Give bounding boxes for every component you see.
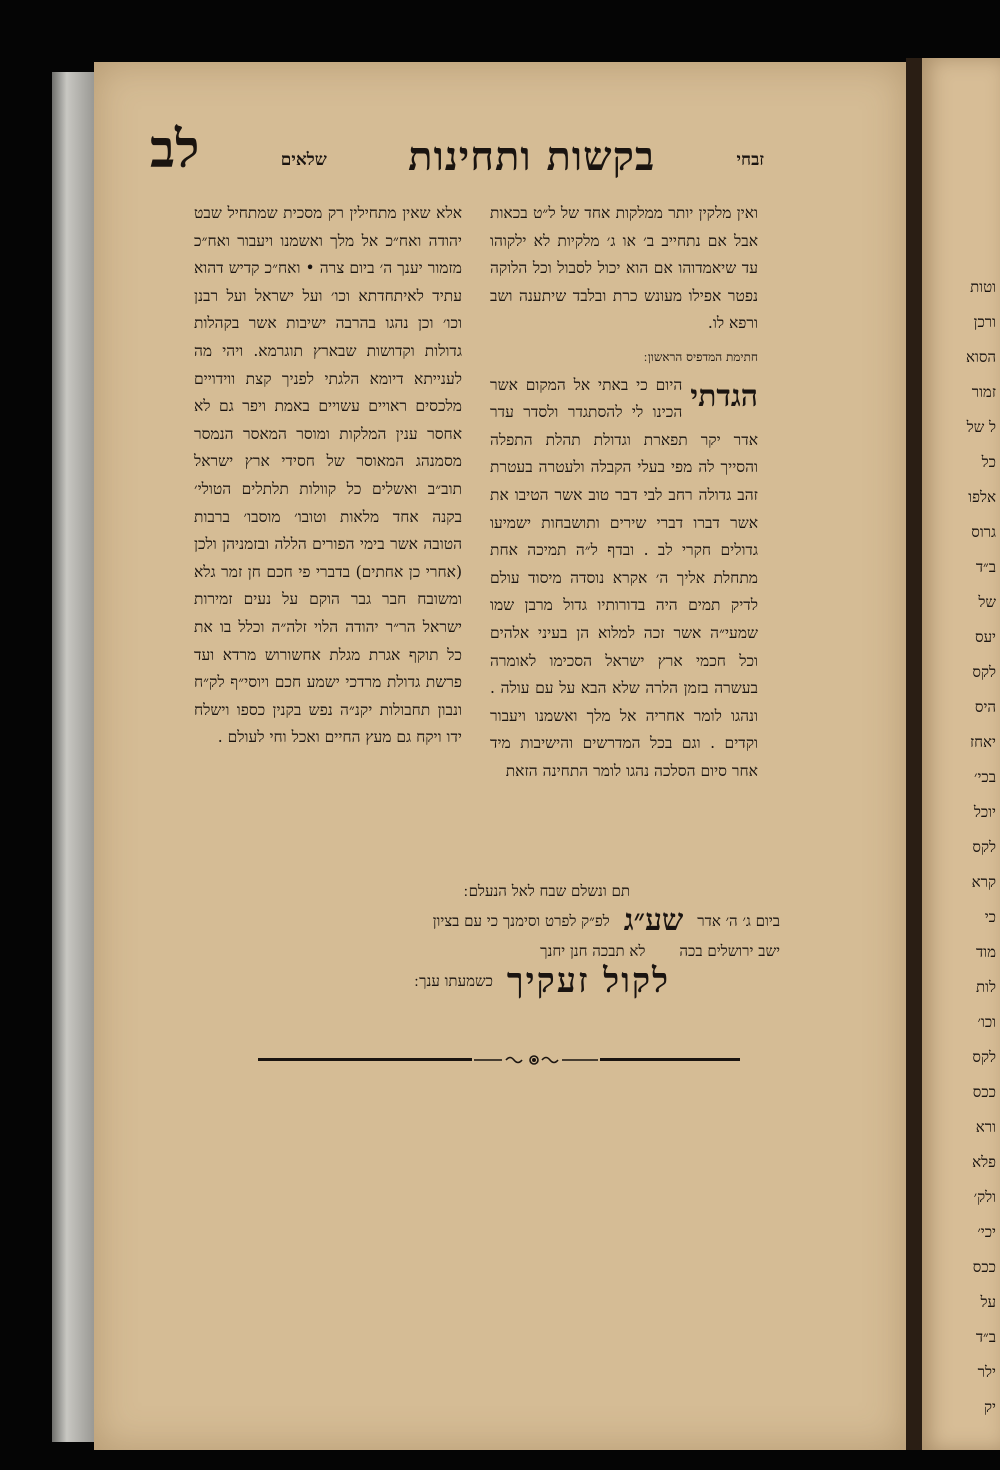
facing-page-line: על bbox=[980, 1293, 996, 1311]
facing-page-line: וכו׳ bbox=[977, 1013, 996, 1031]
colophon-line-1 bbox=[300, 876, 780, 906]
left-paragraph: אלא שאין מתחילין רק מסכית שמתחיל שבט יהודה ואח״כ אל מלך ואשמנו ויעבור ואח״כ מזמור יענך ה׳ ביום צרה • ואח״כ קדיש דהוא עתיד לאיתחדתא וכו׳ ועל ישראל ועל רבנן וכו׳ וכן נהגו בהרבה ישיבות אשר בקהלות גדולות וקדושות שבארץ תוגרמא. ויהי מה לענייתא דיומא הלגתי לפניך קצת ווידויים מלכסים ראויים עשויים באמת ויפר גם לא אחסר ענין המלקות ומוסר המאסר הנמסר מסמנהג המאוסר של חסידי ארץ ישראל תוב״ב ואשלים כל קוולות תלתלים הטולי׳ בקנה אחד מלאות וטובו׳ מוסבו׳ ברבות הטובה אשר בימי הפורים הללה ובזמניהן ולכן (אחרי כן אחתים) בדברי פי חכם חן זמר גלא ומשובח חבר גבר הוקם על נעים זמירות ישראל הר״ר יהודה הלוי זלה״ה וכלל בו את כל תוקף אגרת מגלת אחשורוש מרדא ועד פרשת גדולת מרדכי ישמע חכם ויוסי״ף לק״ח ונבון תחבולות יקנ״ה נפש בקנין כספו וישלח ידו ויקח גם מעץ החיים ואכל וחי לעולם . bbox=[194, 204, 462, 747]
right-column bbox=[490, 200, 758, 785]
facing-page-line: יוכל bbox=[973, 803, 996, 821]
facing-page-line: לקס bbox=[972, 663, 996, 681]
facing-page-line: אלפו bbox=[968, 488, 996, 506]
ornament-icon bbox=[472, 1053, 600, 1067]
colophon-year: שע״ג bbox=[623, 903, 684, 938]
facing-page-line: יאחז bbox=[970, 733, 996, 751]
divider-line-left bbox=[258, 1058, 472, 1061]
colophon bbox=[300, 876, 780, 1001]
colophon-closing-words: לקול זעקיך bbox=[506, 961, 670, 1001]
facing-page-line: ולק׳ bbox=[973, 1188, 996, 1206]
colophon-closing-text: כשמעתו ענך ׃ bbox=[414, 972, 493, 990]
section-heading: חתימת המדפיס הראשון ׃ bbox=[643, 349, 758, 364]
colophon-verse-a: ישב ירושלים בכה bbox=[679, 942, 780, 960]
book-edge bbox=[52, 72, 94, 1442]
divider-line-right bbox=[600, 1058, 740, 1061]
facing-page-line: קרא bbox=[971, 873, 996, 891]
header-small-right: זבחי bbox=[736, 150, 764, 170]
facing-page-line: מוד bbox=[976, 943, 996, 961]
facing-page-line: יק bbox=[984, 1398, 996, 1416]
page-header bbox=[150, 100, 770, 180]
colophon-end-text: תם ונשלם שבח לאל הנעלם ׃ bbox=[463, 882, 630, 900]
facing-page-line: של bbox=[978, 593, 996, 611]
facing-page-line: גרוס bbox=[971, 523, 996, 541]
facing-page-line: יעס bbox=[975, 628, 996, 646]
header-small-left: שלאים bbox=[280, 150, 327, 170]
facing-page-line: לקס bbox=[972, 838, 996, 856]
facing-page-line: כי bbox=[984, 908, 996, 926]
facing-page-line: ורא bbox=[975, 1118, 996, 1136]
colophon-line-4 bbox=[300, 961, 780, 1001]
opening-word: הגדתי bbox=[690, 378, 758, 414]
facing-page-line: לקס bbox=[972, 1048, 996, 1066]
facing-page-text bbox=[924, 270, 996, 1425]
colophon-date: ביום ג׳ ה׳ אדר bbox=[697, 912, 780, 930]
facing-page-line: פלא bbox=[972, 1153, 996, 1171]
facing-page-line: זמור bbox=[971, 383, 996, 401]
facing-page-line: ב״ד bbox=[975, 1328, 996, 1346]
colophon-verse-b: לא תבכה חנן יחנך bbox=[540, 942, 646, 960]
right-paragraph-1: ואין מלקין יותר ממלקות אחד של ל״ט בכאות אבל אם נתחייב ב׳ או ג׳ מלקיות לא ילקוהו עד שיאמדוהו אם הוא יכול לסבול וכל הלוקה נפטר אפילו מעונש כרת ובלבד שיתענה ושב ורפא לו. bbox=[490, 204, 758, 333]
colophon-year-note: לפ״ק לפרט וסימנך כי עם בציון bbox=[432, 912, 610, 930]
left-column bbox=[194, 200, 462, 752]
right-paragraph-2-text: היום כי באתי אל המקום אשר הכינו לי להסתגדר ולסדר עדר אדר יקר תפארת וגדולת תהלת התפלה והסייך לה מפי בעלי הקבלה ולעטרה בעטרת זהב גדולה רחב לבי דבר טוב אשר הטיבו את אשר דברו דברי שירים ותושבחות ישמיעו גדולים חקרי לב . ובדף ל״ה תמיכה אחת מתחלת אליך ה׳ אקרא נוסדה מיסוד עולם לדיק תמים היה בדורותיו גדול מרבן שמו שמעי״ה אשר זכה למלוא הן בעיני אלהים וכל חכמי ארץ ישראל הסכימו לאומרה בעשרה בזמן הלרה שלא הבא על עם עולה . ונהגו לומר אחריה אל מלך ואשמנו ויעבור וקדים . וגם בכל המדרשים והישיבות מיד אחר סיום הסלכה נהגו לומר התחינה הזאת bbox=[490, 375, 758, 780]
facing-page-line: בכי׳ bbox=[974, 768, 996, 786]
facing-page-line: היס bbox=[974, 698, 996, 716]
facing-page-line: ככס bbox=[972, 1258, 996, 1276]
facing-page bbox=[922, 58, 1000, 1450]
facing-page-line: ורכן bbox=[973, 313, 996, 331]
page-number: לב bbox=[150, 119, 200, 180]
colophon-line-2 bbox=[300, 903, 780, 938]
facing-page-line: הסוא bbox=[966, 348, 996, 366]
facing-page-line: ב״ד bbox=[975, 558, 996, 576]
ornamental-divider bbox=[258, 1053, 740, 1067]
facing-page-line: ילר bbox=[977, 1363, 996, 1381]
facing-page-line: וטות bbox=[970, 278, 996, 296]
facing-page-line: יכי׳ bbox=[977, 1223, 996, 1241]
facing-page-line: ל של bbox=[966, 418, 996, 436]
book-gutter bbox=[906, 58, 922, 1450]
right-paragraph-2 bbox=[490, 372, 758, 786]
header-title: בקשות ותחינות bbox=[408, 133, 656, 180]
facing-page-line: לות bbox=[975, 978, 996, 996]
facing-page-line: ככס bbox=[972, 1083, 996, 1101]
facing-page-line: כל bbox=[981, 453, 996, 471]
